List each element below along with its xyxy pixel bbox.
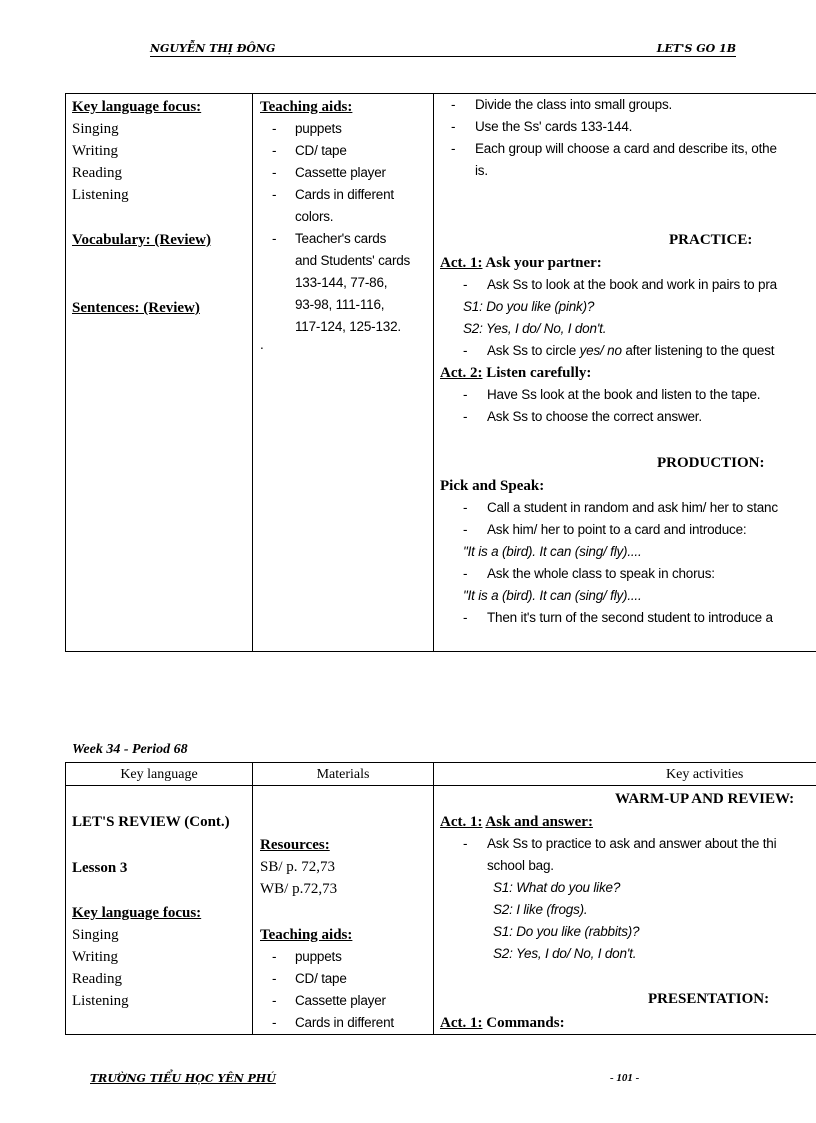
skill-item: Singing [72, 121, 119, 137]
teaching-aids-title: Teaching aids: [260, 99, 353, 115]
aid-item: puppets [295, 949, 342, 964]
act-heading: Act. 2: Listen carefully: [440, 365, 592, 381]
activity-line: Ask Ss to practice to ask and answer about the thi [487, 836, 777, 851]
aid-item-cont: and Students' cards [295, 253, 411, 268]
focus-title: Key language focus: [72, 905, 202, 921]
bullet-dash: - [463, 836, 468, 851]
activity-line: Call a student in random and ask him/ her to stanc [487, 500, 778, 515]
activity-line: Have Ss look at the book and listen to the tape. [487, 387, 761, 402]
bullet-dash: - [451, 141, 456, 156]
bullet-dash: - [463, 500, 468, 515]
footer-school: TRƯỜNG TIỂU HỌC YÊN PHÚ [90, 1072, 276, 1085]
bullet-dash: - [272, 1015, 277, 1030]
section-presentation: PRESENTATION: [648, 991, 770, 1007]
bullet-dash: - [463, 522, 468, 537]
bullet-dash: - [272, 187, 277, 202]
aid-item: CD/ tape [295, 971, 347, 986]
bullet-dash: - [463, 566, 468, 581]
lesson-number: Lesson 3 [72, 860, 128, 876]
aid-item: puppets [295, 121, 342, 136]
dialogue-line: S2: Yes, I do/ No, I don't. [493, 946, 637, 961]
page-header [150, 42, 736, 57]
header-book: LET'S GO 1B [656, 42, 736, 55]
activity-line: Use the Ss' cards 133-144. [475, 119, 633, 134]
bullet-dash: - [272, 231, 277, 246]
skill-item: Writing [72, 949, 119, 965]
header-author: NGUYỄN THỊ ĐÔNG [150, 42, 276, 55]
activity-line: Each group will choose a card and describe its, othe [475, 141, 777, 156]
bullet-dash: - [272, 165, 277, 180]
bullet-dash: - [463, 387, 468, 402]
aid-item: CD/ tape [295, 143, 347, 158]
page-number: - 101 - [610, 1072, 640, 1084]
activities-column [439, 94, 816, 651]
aid-item: Cassette player [295, 165, 386, 180]
aid-item: Cards in different [295, 1015, 394, 1030]
skill-item: Listening [72, 993, 129, 1009]
dialogue-line: S2: I like (frogs). [493, 902, 588, 917]
dialogue-line: "It is a (bird). It can (sing/ fly).... [463, 544, 642, 559]
pick-and-speak-title: Pick and Speak: [440, 478, 545, 494]
teaching-aids-title: Teaching aids: [260, 927, 353, 943]
dialogue-line: "It is a (bird). It can (sing/ fly).... [463, 588, 642, 603]
activity-line: Ask Ss to look at the book and work in pairs to pra [487, 277, 777, 292]
activity-line: Ask him/ her to point to a card and introduce: [487, 522, 747, 537]
skill-item: Singing [72, 927, 119, 943]
bullet-dash: - [451, 119, 456, 134]
bullet-dash: - [272, 949, 277, 964]
dialogue-line: S1: What do you like? [493, 880, 621, 895]
activity-line: Ask Ss to circle yes/ no after listening to the quest [487, 343, 775, 358]
act-heading: Act. 1: Commands: [440, 1015, 565, 1031]
section-warmup: WARM-UP AND REVIEW: [615, 791, 795, 807]
aid-item-cont: 93-98, 111-116, [295, 297, 385, 312]
aid-item-cont: 117-124, 125-132. [295, 319, 401, 334]
bullet-dash: - [463, 409, 468, 424]
sentences-title: Sentences: (Review) [72, 300, 200, 316]
skill-item: Writing [72, 143, 119, 159]
activity-line: Ask the whole class to speak in chorus: [487, 566, 715, 581]
skill-item: Listening [72, 187, 129, 203]
bullet-dash: - [451, 97, 456, 112]
bullet-dash: - [272, 993, 277, 1008]
week-period-heading: Week 34 - Period 68 [72, 742, 188, 757]
activity-line: Divide the class into small groups. [475, 97, 673, 112]
activity-line-cont: school bag. [487, 858, 554, 873]
header-key-language: Key language [120, 767, 198, 782]
activity-line-cont: is. [475, 163, 488, 178]
materials-column [260, 94, 432, 651]
resources-title: Resources: [260, 837, 330, 853]
key-language-column [72, 763, 252, 1034]
resource-item: WB/ p.72,73 [260, 881, 338, 897]
stray-dot: . [260, 337, 264, 352]
vocabulary-title: Vocabulary: (Review) [72, 232, 212, 248]
act-heading: Act. 1: Ask and answer: [440, 814, 593, 830]
aid-item: Cassette player [295, 993, 386, 1008]
bullet-dash: - [272, 143, 277, 158]
aid-item-cont: colors. [295, 209, 334, 224]
dialogue-line: S2: Yes, I do/ No, I don't. [463, 321, 607, 336]
aid-item: Teacher's cards [295, 231, 387, 246]
materials-column [260, 763, 432, 1034]
key-language-column [72, 94, 252, 651]
bullet-dash: - [463, 277, 468, 292]
header-key-activities: Key activities [666, 767, 744, 782]
aid-item-cont: 133-144, 77-86, [295, 275, 388, 290]
lesson-table-2 [65, 762, 816, 1035]
bullet-dash: - [463, 610, 468, 625]
dialogue-line: S1: Do you like (pink)? [463, 299, 595, 314]
aid-item: Cards in different [295, 187, 394, 202]
bullet-dash: - [272, 121, 277, 136]
dialogue-line: S1: Do you like (rabbits)? [493, 924, 640, 939]
act-heading: Act. 1: Ask your partner: [440, 255, 602, 271]
section-production: PRODUCTION: [657, 455, 765, 471]
activity-line: Then it's turn of the second student to introduce a [487, 610, 773, 625]
bullet-dash: - [272, 971, 277, 986]
section-practice: PRACTICE: [669, 232, 753, 248]
skill-item: Reading [72, 165, 122, 181]
skill-item: Reading [72, 971, 122, 987]
lesson-unit-title: LET'S REVIEW (Cont.) [72, 814, 230, 830]
lesson-table-1 [65, 93, 816, 652]
focus-title: Key language focus: [72, 99, 202, 115]
header-materials: Materials [316, 767, 370, 782]
activity-line: Ask Ss to choose the correct answer. [487, 409, 702, 424]
bullet-dash: - [463, 343, 468, 358]
resource-item: SB/ p. 72,73 [260, 859, 336, 875]
activities-column [439, 763, 816, 1034]
